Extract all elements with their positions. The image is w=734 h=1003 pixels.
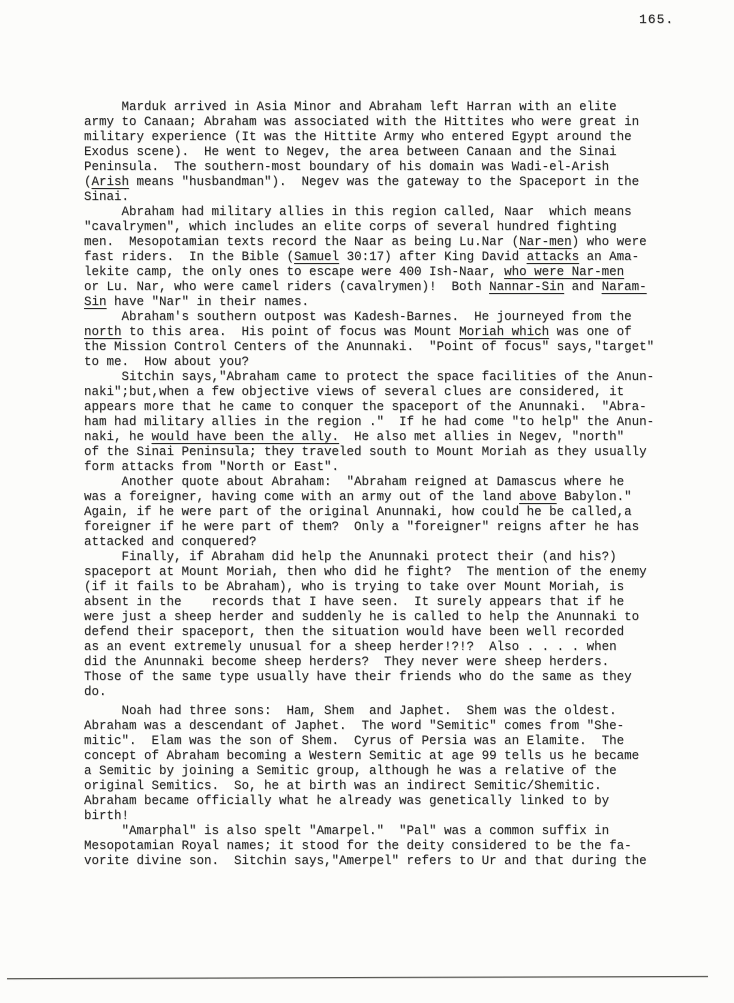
- underlined-text: north: [84, 325, 122, 339]
- text-segment: as an event extremely unusual for a sheep herder!?!? Also . . . . when: [84, 640, 617, 654]
- text-segment: a Semitic by joining a Semitic group, although he was a relative of the: [84, 764, 617, 778]
- text-line: [84, 340, 666, 355]
- text-line: [84, 610, 666, 625]
- text-segment: lekite camp, the only ones to escape were 400 Ish-Naar,: [84, 265, 505, 279]
- text-line: [84, 430, 666, 445]
- text-segment: Again, if he were part of the original Anunnaki, how could he be called,a: [84, 505, 632, 519]
- text-line: [84, 824, 666, 839]
- text-segment: the Mission Control Centers of the Anunnaki. "Point of focus" says,"target": [84, 340, 655, 354]
- text-line: [84, 655, 666, 670]
- text-line: [84, 704, 666, 719]
- underlined-text: Sin: [84, 295, 107, 309]
- text-line: [84, 250, 666, 265]
- text-segment: Those of the same type usually have their friends who do the same as they: [84, 670, 632, 684]
- underlined-text: would have been the ally.: [151, 430, 340, 444]
- underlined-text: Nannar-Sin: [489, 280, 565, 294]
- text-line: [84, 400, 666, 415]
- text-segment: Abraham became officially what he already was genetically linked to by: [84, 794, 610, 808]
- text-segment: form attacks from "North or East".: [84, 460, 340, 474]
- text-line: [84, 779, 666, 794]
- text-line: [84, 640, 666, 655]
- underlined-text: Moriah which: [459, 325, 550, 339]
- text-segment: Babylon.": [556, 490, 632, 504]
- text-segment: an Ama-: [579, 250, 640, 264]
- text-segment: to me. How about you?: [84, 355, 250, 369]
- text-line: [84, 280, 666, 295]
- text-line: [84, 719, 666, 734]
- text-segment: Abraham had military allies in this region called, Naar which means: [84, 205, 632, 219]
- text-segment: Abraham's southern outpost was Kadesh-Barnes. He journeyed from the: [84, 310, 632, 324]
- text-segment: attacked and conquered?: [84, 535, 257, 549]
- text-segment: (: [84, 175, 92, 189]
- text-line: [84, 295, 666, 310]
- text-segment: do.: [84, 685, 107, 699]
- text-segment: did the Anunnaki become sheep herders? They never were sheep herders.: [84, 655, 610, 669]
- text-line: [84, 460, 666, 475]
- text-segment: or Lu. Nar, who were camel riders (cavalrymen)! Both: [84, 280, 490, 294]
- text-line: [84, 490, 666, 505]
- text-line: [84, 310, 666, 325]
- text-segment: army to Canaan; Abraham was associated with the Hittites who were great in: [84, 115, 640, 129]
- text-segment: (if it fails to be Abraham), who is trying to take over Mount Moriah, is: [84, 580, 625, 594]
- underlined-text: Nar-men: [519, 235, 572, 249]
- text-segment: Finally, if Abraham did help the Anunnaki protect their (and his?): [84, 550, 617, 564]
- text-line: [84, 734, 666, 749]
- text-segment: fast riders. In the Bible (: [84, 250, 295, 264]
- text-line: [84, 550, 666, 565]
- text-line: [84, 115, 666, 130]
- text-segment: absent in the records that I have seen. It surely appears that if he: [84, 595, 625, 609]
- paragraph: [84, 205, 666, 310]
- text-segment: military experience (It was the Hittite Army who entered Egypt around the: [84, 130, 632, 144]
- text-segment: naki";but,when a few objective views of several clues are considered, it: [84, 385, 625, 399]
- text-line: [84, 794, 666, 809]
- text-segment: Exodus scene). He went to Negev, the area between Canaan and the Sinai: [84, 145, 617, 159]
- text-line: [84, 265, 666, 280]
- text-segment: was a foreigner, having come with an army out of the land: [84, 490, 520, 504]
- text-segment: Sitchin says,"Abraham came to protect the space facilities of the Anun-: [84, 370, 655, 384]
- paragraph: [84, 370, 666, 475]
- paragraph: [84, 475, 666, 550]
- text-segment: men. Mesopotamian texts record the Naar as being Lu.Nar (: [84, 235, 520, 249]
- text-line: [84, 854, 666, 869]
- text-line: [84, 625, 666, 640]
- text-segment: were just a sheep herder and suddenly he is called to help the Anunnaki to: [84, 610, 640, 624]
- text-segment: spaceport at Mount Moriah, then who did he fight? The mention of the enemy: [84, 565, 647, 579]
- text-segment: He also met allies in Negev, "north": [339, 430, 625, 444]
- paragraph: [84, 704, 666, 824]
- text-segment: appears more that he came to conquer the spaceport of the Anunnaki. "Abra-: [84, 400, 647, 414]
- text-segment: birth!: [84, 809, 130, 823]
- text-line: [84, 565, 666, 580]
- text-segment: ) who were: [571, 235, 647, 249]
- text-line: [84, 325, 666, 340]
- text-segment: of the Sinai Peninsula; they traveled south to Mount Moriah as they usually: [84, 445, 647, 459]
- underlined-text: attacks: [526, 250, 580, 264]
- text-segment: Another quote about Abraham: "Abraham reigned at Damascus where he: [84, 475, 625, 489]
- text-segment: was one of: [549, 325, 632, 339]
- text-segment: 30:17) after King David: [339, 250, 527, 264]
- text-line: [84, 100, 666, 115]
- text-segment: have "Nar" in their names.: [106, 295, 310, 309]
- text-line: [84, 670, 666, 685]
- text-segment: "cavalrymen", which includes an elite corps of several hundred fighting: [84, 220, 617, 234]
- text-segment: Peninsula. The southern-most boundary of his domain was Wadi-el-Arish: [84, 160, 610, 174]
- paragraph: [84, 100, 666, 205]
- text-line: [84, 220, 666, 235]
- text-segment: foreigner if he were part of them? Only a "foreigner" reigns after he has: [84, 520, 640, 534]
- text-segment: and: [564, 280, 602, 294]
- text-line: [84, 595, 666, 610]
- text-segment: Mesopotamian Royal names; it stood for the deity considered to be the fa-: [84, 839, 632, 853]
- paragraph: [84, 824, 666, 869]
- text-segment: Sinai.: [84, 190, 130, 204]
- text-line: [84, 130, 666, 145]
- text-line: [84, 235, 666, 250]
- text-segment: defend their spaceport, then the situation would have been well recorded: [84, 625, 625, 639]
- text-line: [84, 505, 666, 520]
- paragraph: [84, 310, 666, 370]
- text-line: [84, 145, 666, 160]
- text-line: [84, 749, 666, 764]
- text-segment: to this area. His point of focus was Mount: [121, 325, 460, 339]
- text-line: [84, 809, 666, 824]
- text-segment: means "husbandman"). Negev was the gateway to the Spaceport in the: [129, 175, 640, 189]
- text-line: [84, 190, 666, 205]
- underlined-text: Arish: [91, 175, 130, 189]
- text-segment: original Semitics. So, he at birth was an indirect Semitic/Shemitic.: [84, 779, 602, 793]
- underlined-text: Samuel: [294, 250, 340, 264]
- text-segment: ham had military allies in the region ." If he had come "to help" the Anun-: [84, 415, 655, 429]
- text-line: [84, 445, 666, 460]
- text-segment: naki, he: [84, 430, 152, 444]
- text-segment: Marduk arrived in Asia Minor and Abraham left Harran with an elite: [84, 100, 617, 114]
- text-segment: vorite divine son. Sitchin says,"Amerpel" refers to Ur and that during the: [84, 854, 647, 868]
- text-line: [84, 580, 666, 595]
- underlined-text: above: [519, 490, 557, 504]
- underlined-text: Naram-: [601, 280, 647, 294]
- underlined-text: who were Nar-men: [504, 265, 625, 279]
- text-segment: mitic". Elam was the son of Shem. Cyrus of Persia was an Elamite. The: [84, 734, 625, 748]
- text-line: [84, 205, 666, 220]
- text-line: [84, 764, 666, 779]
- text-line: [84, 355, 666, 370]
- scan-edge-line: [7, 976, 708, 979]
- text-line: [84, 475, 666, 490]
- text-line: [84, 415, 666, 430]
- paragraph: [84, 550, 666, 700]
- text-segment: concept of Abraham becoming a Western Semitic at age 99 tells us he became: [84, 749, 640, 763]
- text-line: [84, 385, 666, 400]
- text-line: [84, 160, 666, 175]
- text-line: [84, 175, 666, 190]
- text-line: [84, 839, 666, 854]
- page-number: 165.: [639, 12, 675, 27]
- text-line: [84, 370, 666, 385]
- text-line: [84, 520, 666, 535]
- text-line: [84, 685, 666, 700]
- text-segment: "Amarphal" is also spelt "Amarpel." "Pal" was a common suffix in: [84, 824, 610, 838]
- text-segment: Noah had three sons: Ham, Shem and Japhet. Shem was the oldest.: [84, 704, 617, 718]
- text-line: [84, 535, 666, 550]
- text-segment: Abraham was a descendant of Japhet. The word "Semitic" comes from "She-: [84, 719, 625, 733]
- text-block: [84, 100, 666, 869]
